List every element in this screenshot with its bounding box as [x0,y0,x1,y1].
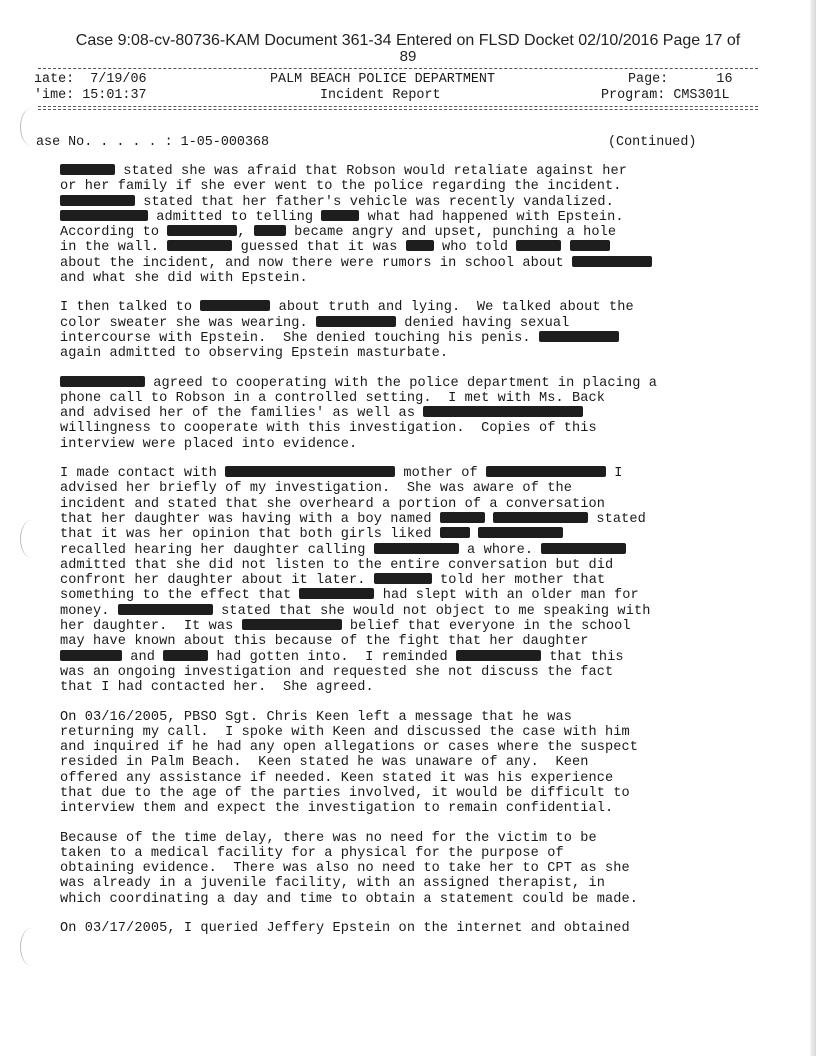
date-value: 7/19/06 [90,72,147,87]
dashed-rule-middle [38,106,758,107]
program-label: Program: [601,88,666,103]
narrative-text: guessed that it was [232,240,406,256]
program-value: CMS301L [673,88,730,103]
narrative-text [485,512,493,527]
redaction-bar [225,466,395,477]
redaction-bar [478,527,563,538]
narrative-text: On 03/17/2005, I queried Jeffery Epstein on the internet and obtained [60,921,630,937]
redaction-bar [486,466,606,477]
narrative-paragraph [60,376,710,452]
narrative-paragraph [60,710,710,817]
redaction-bar [167,240,232,251]
dashed-rule-top [38,68,758,69]
narrative-paragraph [60,466,710,695]
date-label: ıate: [34,72,75,87]
narrative-paragraph [60,831,710,907]
case-number: 1-05-000368 [180,135,270,150]
redaction-bar [254,225,286,236]
scan-edge [810,0,816,1056]
redaction-bar [440,512,485,523]
report-date [34,72,147,88]
redaction-bar [60,376,145,387]
narrative-text: denied having sexual intercourse with Epstein. She denied touching his penis. [60,315,570,346]
time-value: 15:01:37 [82,88,147,103]
narrative-text: Because of the time delay, there was no need for the victim to be taken to a medical facility for a physical for the purpose of obtaining evidence. There was also no need to take her to CPT as she was already in a juvenile facility, with an assigned therapist, in which coordinating a day and time to obtain a statement could be made. [60,830,639,907]
hole-punch-mark [20,928,43,966]
redaction-bar [163,650,208,661]
narrative-text: and [122,649,164,665]
narrative-text: I then talked to [60,300,201,316]
case-number-line [36,135,269,151]
narrative-text: belief that everyone in the school may have known about this because of the fight that her daughter [60,619,631,650]
narrative-text: recalled hearing her daughter calling [60,542,366,558]
narrative-text: that this was an ongoing investigation and requested she not discuss the fact that I had contacted her. She agreed. [60,649,624,696]
court-header-page-total: 89 [399,48,417,65]
narrative-text: willingness to cooperate with this investigation. Copies of this interview were placed into evidence. [60,421,597,452]
narrative-text: told her mother that something to the effect that [60,573,606,604]
redaction-bar [118,604,213,615]
redaction-bar [374,543,459,554]
hole-punch-mark [20,108,43,146]
redaction-bar [541,543,626,554]
narrative-text: mother of [395,466,486,482]
narrative-text: a whore. [458,542,542,558]
narrative-text: admitted to telling [148,209,322,225]
narrative-paragraph [60,300,710,361]
redaction-bar [60,210,148,221]
narrative-text: and what she did with Epstein. [60,271,308,287]
narrative-text: became angry and upset, punching a hole in the wall. [60,225,617,256]
narrative-text: stated that it was her opinion that both girls liked [60,511,646,543]
redaction-bar [539,331,619,342]
redaction-bar [299,588,374,599]
narrative-text: agreed to cooperating with the police department in placing a phone call to Robson in a controlled setting. I met with Ms. Back and advised her of the families' as well as [60,375,657,422]
redaction-bar [167,225,237,236]
narrative-text: I made contact with [60,466,226,482]
narrative-text: admitted that she did not listen to the entire conversation but did confront her daughter about it later. [60,557,614,589]
redaction-bar [316,316,396,327]
redaction-bar [572,256,652,267]
narrative-text: had slept with an older man for money. [60,588,639,619]
report-page [628,72,732,88]
redaction-bar [374,573,432,584]
redaction-bar [440,527,470,538]
page-label: Page: [628,72,669,87]
narrative-text [561,240,569,255]
page-value: 16 [716,72,733,87]
narrative-text: On 03/16/2005, PBSO Sgt. Chris Keen left a message that he was returning my call. I spoke with Keen and discussed the case with him and inquired if he had any open allegations or cases where the suspect resided in Palm Beach. Keen stated he was unaware of any. Keen offered any assistance if needed. Keen stated it was his experience that due to the age of the parties involved, it would be difficult to interview them and expect the investigation to remain confidential. [60,709,639,817]
time-label: 'ime: [34,88,75,103]
department-name: PALM BEACH POLICE DEPARTMENT [270,72,495,87]
narrative-text: I advised her briefly of my investigation. She was aware of the incident and stated that she overheard a portion of a conversation that her daughter was having with a boy named [60,466,623,527]
narrative-paragraph [60,921,710,936]
redaction-bar [200,300,270,311]
report-type: Incident Report [320,88,441,103]
dashed-rule-double [38,109,758,110]
redaction-bar [60,164,115,175]
hole-punch-mark [20,520,43,558]
continued-label: (Continued) [608,135,697,150]
narrative-text: again admitted to observing Epstein masturbate. [60,346,449,362]
redaction-bar [242,619,342,630]
narrative-text: , [237,225,254,241]
narrative-text: about the incident, and now there were rumors in school about [60,255,564,271]
report-program [601,88,730,104]
redaction-bar [60,650,122,661]
narrative-text: about truth and lying. We talked about the color sweater she was wearing. [60,300,634,331]
narrative-text: had gotten into. I reminded [208,649,457,665]
redaction-bar [516,240,561,251]
redaction-bar [60,195,135,206]
redaction-bar [493,512,588,523]
court-filing-header [0,32,816,66]
redaction-bar [423,406,583,417]
redaction-bar [456,650,541,661]
report-narrative [60,164,710,950]
redaction-bar [406,240,434,251]
narrative-paragraph [60,164,710,286]
case-label: ase No. . . . . : [36,135,173,150]
report-time [34,88,147,104]
narrative-text: stated that she would not object to me speaking with her daughter. It was [60,603,651,635]
redaction-bar [321,210,359,221]
narrative-text: who told [433,240,517,256]
redaction-bar [570,240,610,251]
narrative-text: stated that her father's vehicle was recently vandalized. [143,194,614,210]
narrative-text: stated she was afraid that Robson would retaliate against her or her family if she ever went to the police regarding the incident. [60,164,627,195]
narrative-text: what had happened with Epstein. According to [60,209,624,241]
court-header-line: Case 9:08-cv-80736-KAM Document 361-34 Entered on FLSD Docket 02/10/2016 Page 17 of [75,32,741,49]
narrative-text [470,527,478,542]
